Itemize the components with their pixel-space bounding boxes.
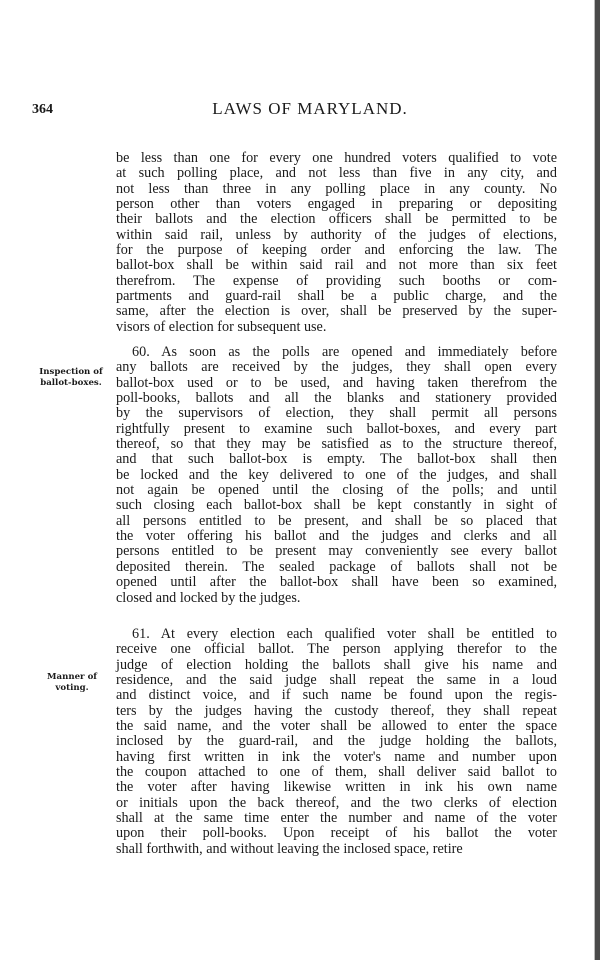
text-line: shall at the same time enter the number and name of the voter — [116, 810, 557, 827]
text-line: not less than three in any polling place in any county. No — [116, 180, 557, 197]
paragraph-section-60 — [116, 345, 557, 606]
text-line: at such polling place, and not less than five in any city, and — [116, 165, 557, 182]
text-line: the said name, and the voter shall be allowed to enter the space — [116, 718, 557, 735]
margin-note-line: Manner of — [47, 672, 97, 682]
text-line: therefrom. The expense of providing such booths or com- — [116, 272, 557, 289]
text-line: within said rail, unless by authority of the judges of elections, — [116, 226, 557, 243]
text-line: person other than voters engaged in preparing or depositing — [116, 196, 557, 213]
text-line: be locked and the key delivered to one of the judges, and shall — [116, 466, 557, 483]
scan-edge — [595, 0, 600, 960]
text-line: inclosed by the guard-rail, and the judge holding the ballots, — [116, 733, 557, 750]
text-line: same, after the election is over, shall be preserved by the super- — [116, 303, 557, 320]
text-line: upon their poll-books. Upon receipt of his ballot the voter — [116, 825, 557, 842]
text-line: 61. At every election each qualified voter shall be entitled to — [132, 626, 557, 642]
text-line: the voter offering his ballot and the judges and clerks and all — [116, 528, 557, 545]
text-line: all persons entitled to be present, and shall be so placed that — [116, 512, 557, 529]
text-line: receive one official ballot. The person applying therefor to the — [116, 641, 557, 658]
running-title: LAWS OF MARYLAND. — [212, 99, 408, 118]
text-line: by the supervisors of election, they shall permit all persons — [116, 405, 557, 422]
margin-note-line: Inspection of — [39, 367, 103, 377]
text-line: having first written in ink the voter's name and number upon — [116, 748, 557, 765]
text-line: 60. As soon as the polls are opened and immediately before — [132, 344, 557, 360]
text-line: any ballots are received by the judges, they shall open every — [116, 359, 557, 376]
text-line: partments and guard-rail shall be a public charge, and the — [116, 288, 557, 305]
margin-note-inspection — [30, 367, 112, 388]
text-line: visors of election for subsequent use. — [116, 318, 327, 335]
text-line: and distinct voice, and if such name be found upon the regis- — [116, 687, 557, 704]
text-line: residence, and the said judge shall repeat the same in a loud — [116, 672, 557, 689]
text-line: be less than one for every one hundred voters qualified to vote — [116, 150, 557, 166]
margin-note-line: voting. — [55, 682, 89, 693]
margin-note-manner — [36, 672, 108, 693]
text-line: for the purpose of keeping order and enforcing the law. The — [116, 242, 557, 259]
text-line: ballot-box shall be within said rail and not more than six feet — [116, 257, 557, 274]
text-line: shall forthwith, and without leaving the inclosed space, retire — [116, 840, 463, 857]
text-line: persons entitled to be present may conveniently see every ballot — [116, 543, 557, 560]
text-line: the voter after having likewise written in ink his own name — [116, 779, 557, 796]
text-line: such closing each ballot-box shall be kept constantly in sight of — [116, 497, 557, 514]
paragraph-section-61 — [116, 627, 557, 857]
text-line: rightfully present to examine such ballot-boxes, and every part — [116, 420, 557, 437]
page-number: 364 — [32, 102, 53, 117]
text-line: or initials upon the back thereof, and the two clerks of election — [116, 794, 557, 811]
text-line: ters by the judges having the custody thereof, they shall repeat — [116, 702, 557, 719]
text-line: their ballots and the election officers shall be permitted to be — [116, 211, 557, 228]
text-line: the coupon attached to one of them, shall deliver said ballot to — [116, 764, 557, 781]
margin-note-line: ballot-boxes. — [40, 377, 102, 388]
text-line: closed and locked by the judges. — [116, 589, 301, 606]
text-line: ballot-box used or to be used, and having taken therefrom the — [116, 374, 557, 391]
text-line: and that such ballot-box is empty. The ballot-box shall then — [116, 451, 557, 468]
text-line: judge of election holding the ballots shall give his name and — [116, 656, 557, 673]
text-line: opened until after the ballot-box shall have been so examined, — [116, 574, 557, 591]
text-line: not again be opened until the closing of the polls; and until — [116, 482, 557, 499]
paragraph-continued — [116, 151, 557, 335]
text-line: thereof, so that they may be satisfied as to the structure thereof, — [116, 436, 557, 453]
text-line: deposited therein. The sealed package of ballots shall not be — [116, 558, 557, 575]
text-line: poll-books, ballots and all the blanks and stationery provided — [116, 390, 557, 407]
